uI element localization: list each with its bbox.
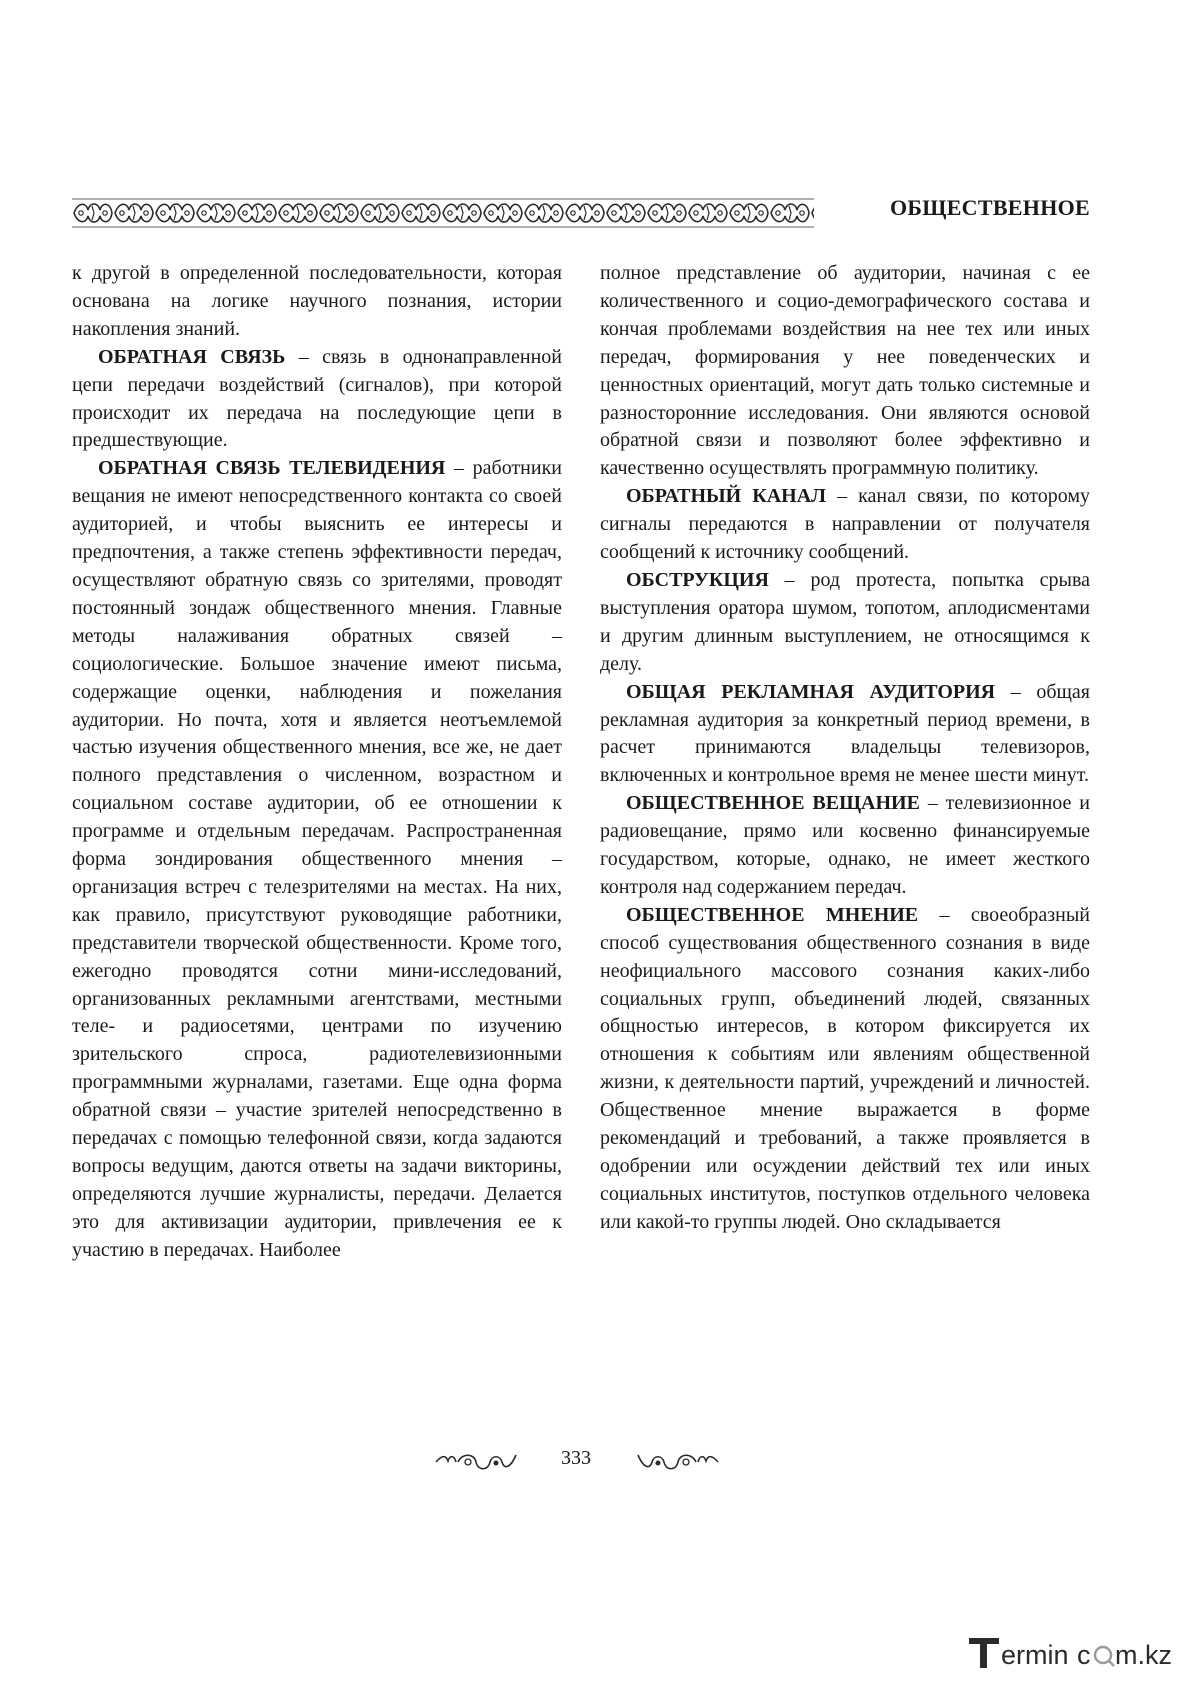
entry-definition: – общая рекламная аудитория за конкретный период времени, в расчет принимаются владельцы телевизоров, включенных и контрольное время не менее шести минут.: [600, 680, 1090, 787]
flourish-left-icon: [434, 1449, 518, 1475]
entry-term: ОБСТРУКЦИЯ: [626, 568, 769, 591]
dictionary-entry: [600, 483, 1090, 567]
page-number: 333: [561, 1447, 591, 1469]
paragraph-text: к другой в определенной последовательности, которая основана на логике научного познания, истории накопления знаний.: [72, 262, 562, 340]
entry-definition: – телевизионное и радиовещание, прямо или косвенно финансируемые государством, которые, однако, не имеет жесткого контроля над содержанием передач.: [600, 792, 1090, 898]
running-header: [72, 192, 1090, 232]
entry-term: ОБРАТНАЯ СВЯЗЬ ТЕЛЕВИДЕНИЯ: [98, 457, 446, 480]
dictionary-entry: [600, 679, 1090, 791]
svg-text:ermin: ermin: [1001, 1640, 1069, 1670]
article-columns: [72, 260, 1090, 1396]
entry-term: ОБРАТНЫЙ КАНАЛ: [626, 485, 827, 508]
dictionary-entry: [72, 455, 562, 1264]
dictionary-entry: [600, 902, 1090, 1237]
entry-definition: – работники вещания не имеют непосредственного контакта со своей аудиторией, и чтобы выяснить ее интересы и предпочтения, а также степень эффективности передач, осуществляют обратную связь со зрителями, проводят постоянный зондаж общественного мнения. Главные методы налаживания обратных связей – социологические. Большое значение имеют письма, содержащие оценки, наблюдения и пожелания аудитории. Но почта, хотя и является неотъемлемой частью изучения общественного мнения, все же, не дает полного представления о численном, возрастном и социальном составе аудитории, об ее отношении к программе и отдельным передачам. Распространенная форма зондирования общественного мнения – организация встреч с телезрителями на местах. На них, как правило, присутствуют руководящие работники, представители творческой общественности. Кроме того, ежегодно проводятся сотни мини-исследований, организованных рекламными агентствами, местными теле- и радиосетями, центрами по изучению зрительского спроса, радиотелевизионными программными журналами, газетами. Еще одна форма обратной связи – участие зрителей непосредственно в передачах с помощью телефонной связи, когда задаются вопросы ведущим, даются ответы на задачи викторины, определяются лучшие журналисты, передачи. Делается это для активизации аудитории, привлечения ее к участию в передачах. Наиболее: [72, 457, 562, 1261]
entry-term: ОБРАТНАЯ СВЯЗЬ: [98, 345, 286, 368]
dictionary-entry: [600, 790, 1090, 902]
entry-definition: – связь в однонаправленной цепи передачи воздействий (сигналов), при которой происходит их передача на последующие цепи в предшествующие.: [72, 345, 562, 452]
right-column: [600, 260, 1090, 1396]
dictionary-entry: [600, 567, 1090, 679]
running-head-title: ОБЩЕСТВЕННОЕ: [889, 195, 1090, 220]
entry-definition: – своеобразный способ существования общественного сознания в виде неофициального массового сознания каких-либо социальных групп, объединений людей, связанных общностью интересов, в котором фиксируется их отношения к событиям или явлениям общественной жизни, к деятельности партий, учреждений и личностей. Общественное мнение выражается в форме рекомендаций и требований, а также проявляется в одобрении или осуждении действий тех или иных социальных институтов, поступков отдельного человека или какой-то группы людей. Оно складывается: [600, 903, 1090, 1233]
left-column: [72, 260, 562, 1396]
page-footer: [0, 1443, 1191, 1483]
entry-term: ОБЩЕСТВЕННОЕ МНЕНИЕ: [626, 903, 919, 926]
paragraph-text: полное представление об аудитории, начиная с ее количественного и социо-демографического состава и кончая проблемами воздействия на нее тех или иных передач, формирования у нее поведенческих и ценностных ориентаций, могут дать только системные и разносторонние исследования. Они являются основой обратной связи и позволяют более эффективно и качественно осуществлять программную политику.: [600, 262, 1090, 480]
entry-term: ОБЩАЯ РЕКЛАМНАЯ АУДИТОРИЯ: [626, 680, 996, 703]
flourish-right-icon: [636, 1449, 720, 1475]
entry-term: ОБЩЕСТВЕННОЕ ВЕЩАНИЕ: [626, 792, 920, 815]
entry-definition: – канал связи, по которому сигналы передаются в направлении от получателя сообщений к источнику сообщений.: [600, 485, 1091, 564]
paragraph: [72, 260, 562, 344]
svg-text:m.kz: m.kz: [1115, 1640, 1172, 1670]
svg-text:c: c: [1077, 1640, 1091, 1670]
termincom-logo-icon: [965, 1630, 1175, 1674]
entry-definition: – род протеста, попытка срыва выступления оратора шумом, топотом, аплодисментами и другим длинным выступлением, не относящимся к делу.: [600, 568, 1090, 675]
ornament-band-icon: [72, 198, 814, 228]
paragraph: [600, 260, 1090, 483]
dictionary-entry: [72, 344, 562, 456]
